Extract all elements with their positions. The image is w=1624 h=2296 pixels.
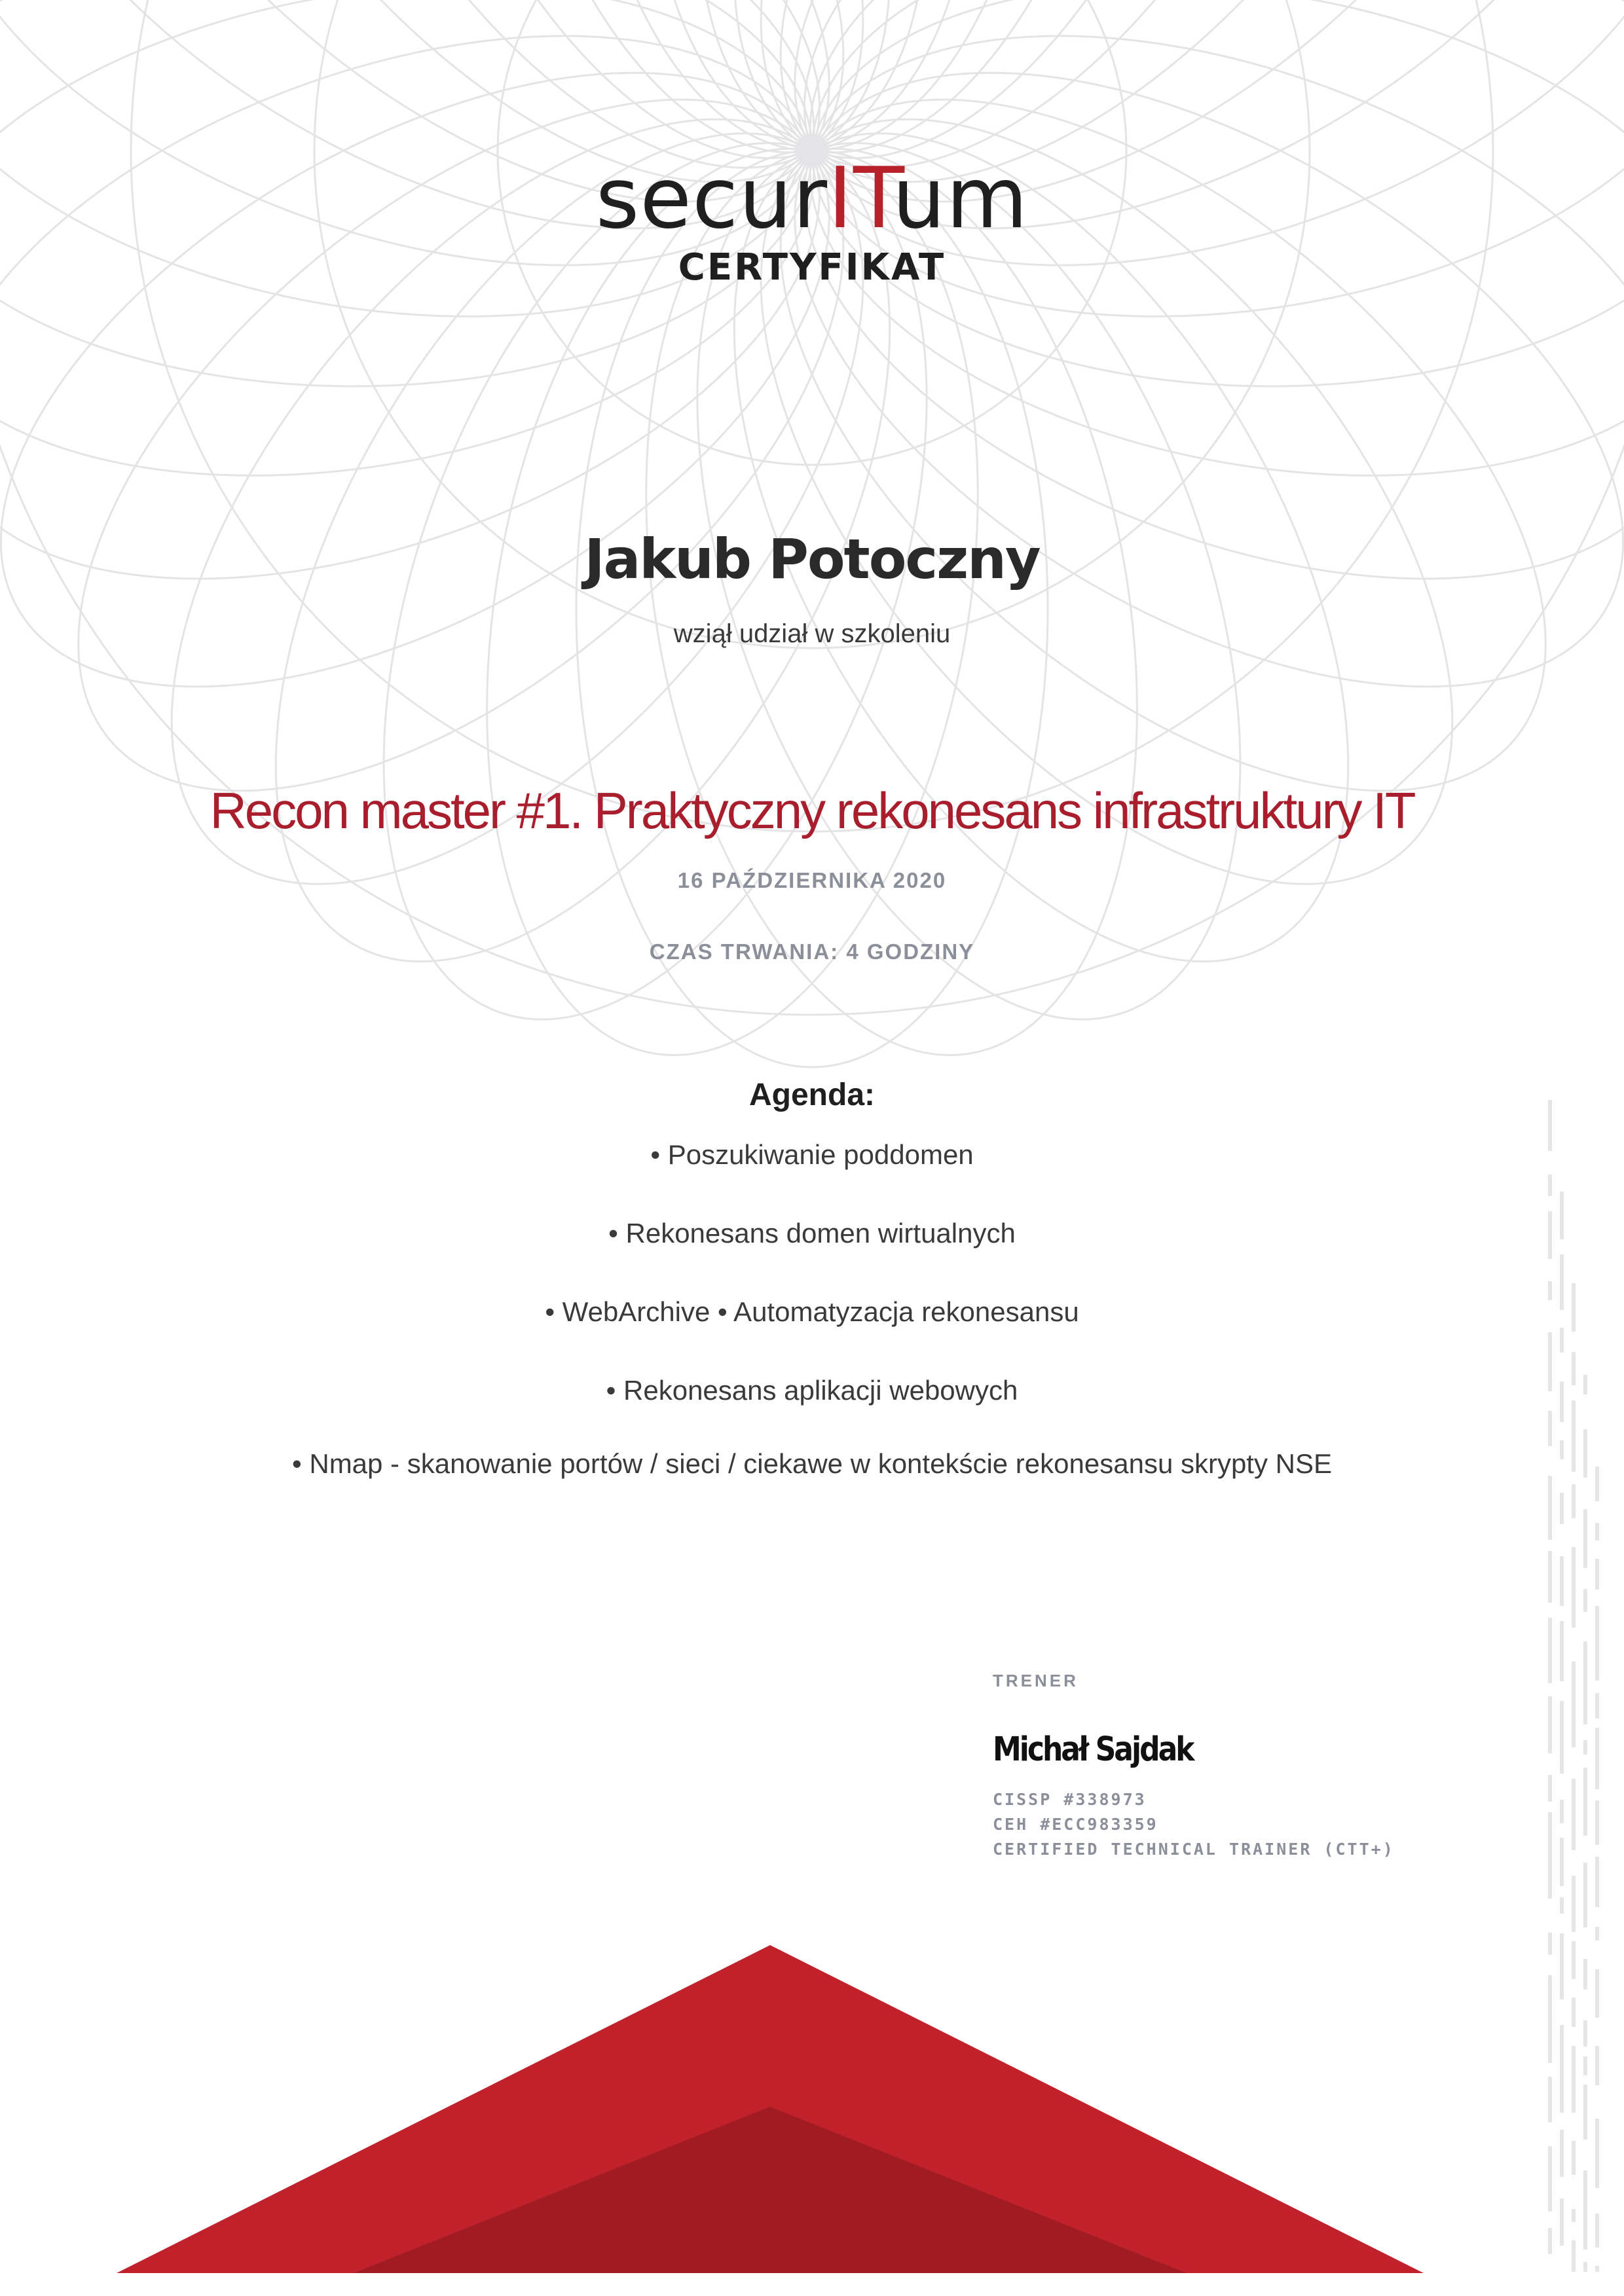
course-date: 16 PAŹDZIERNIKA 2020: [677, 868, 947, 892]
trainer-label: TRENER: [993, 1671, 1079, 1690]
agenda-item: • Poszukiwanie poddomen: [650, 1139, 974, 1170]
recipient-name: Jakub Potoczny: [584, 527, 1040, 591]
certificate-title: CERTYFIKAT: [678, 246, 946, 289]
securitum-logo: securITum: [595, 150, 1029, 247]
credential-cissp: CISSP #338973: [993, 1790, 1147, 1809]
credential-ceh: CEH #ECC983359: [993, 1815, 1158, 1834]
course-duration: CZAS TRWANIA: 4 GODZINY: [649, 939, 975, 964]
agenda-item: • Rekonesans domen wirtualnych: [608, 1218, 1016, 1248]
participation-text: wziął udział w szkoleniu: [673, 619, 951, 648]
credential-ctt: CERTIFIED TECHNICAL TRAINER (CTT+): [993, 1840, 1395, 1859]
trainer-signature: Michał Sajdak: [993, 1730, 1193, 1769]
course-title: Recon master #1. Praktyczny rekonesans infrastruktury IT: [210, 782, 1414, 839]
agenda-heading: Agenda:: [749, 1078, 875, 1112]
agenda-item: • Nmap - skanowanie portów / sieci / ciekawe w kontekście rekonesansu skrypty NSE: [291, 1448, 1333, 1479]
agenda-item: • Rekonesans aplikacji webowych: [606, 1375, 1018, 1406]
agenda-item: • WebArchive • Automatyzacja rekonesansu: [545, 1296, 1079, 1327]
